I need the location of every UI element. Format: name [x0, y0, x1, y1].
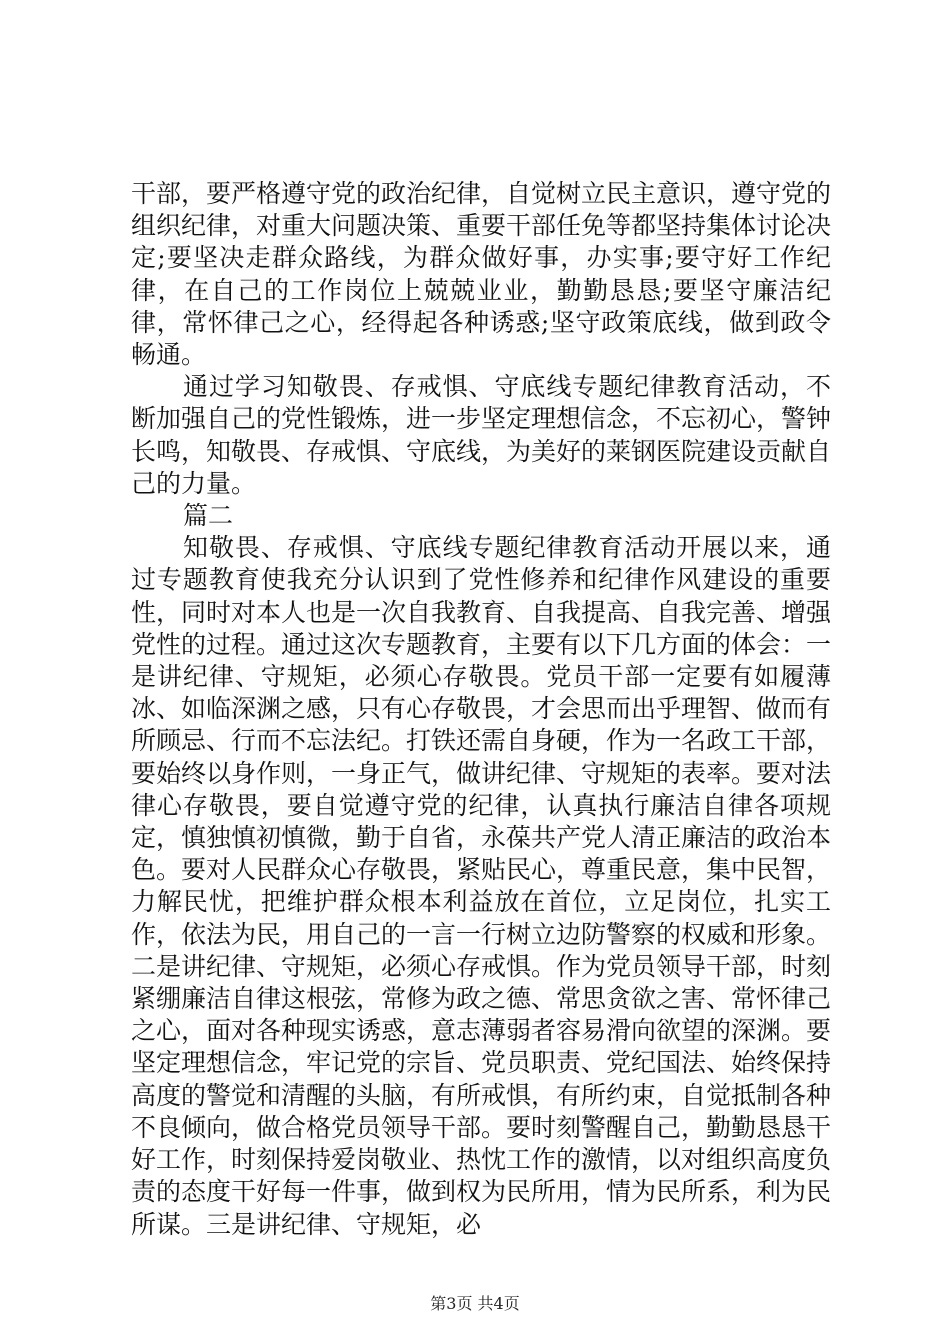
paragraph-section-two: 知敬畏、存戒惧、守底线专题纪律教育活动开展以来，通过专题教育使我充分认识到了党性修养和纪律作风建设的重要性，同时对本人也是一次自我教育、自我提高、自我完善、增强党性的过程。通过这次专题教育，主要有以下几方面的体会：一是讲纪律、守规矩，必须心存敬畏。党员干部一定要有如履薄冰、如临深渊之感，只有心存敬畏，才会思而出乎理智、做而有所顾忌、行而不忘法纪。打铁还需自身硬，作为一名政工干部，要始终以身作则，一身正气，做讲纪律、守规矩的表率。要对法律心存敬畏，要自觉遵守党的纪律，认真执行廉洁自律各项规定，慎独慎初慎微，勤于自省，永葆共产党人清正廉洁的政治本色。要对人民群众心存敬畏，紧贴民心，尊重民意，集中民智，力解民忧，把维护群众根本利益放在首位，立足岗位，扎实工作，依法为民，用自己的一言一行树立边防警察的权威和形象。二是讲纪律、守规矩，必须心存戒惧。作为党员领导干部，时刻紧绷廉洁自律这根弦，常修为政之德、常思贪欲之害、常怀律己之心，面对各种现实诱惑，意志薄弱者容易滑向欲望的深渊。要坚定理想信念，牢记党的宗旨、党员职责、党纪国法、始终保持高度的警觉和清醒的头脑，有所戒惧，有所约束，自觉抵制各种不良倾向，做合格党员领导干部。要时刻警醒自己，勤勤恳恳干好工作，时刻保持爱岗敬业、热忱工作的激情，以对组织高度负责的态度干好每一件事，做到权为民所用，情为民所系，利为民所谋。三是讲纪律、守规矩，必 [131, 533, 832, 1239]
page-footer: 第3页 共4页 [430, 1294, 520, 1313]
paragraph-conclusion: 通过学习知敬畏、存戒惧、守底线专题纪律教育活动，不断加强自己的党性锻炼，进一步坚定理想信念，不忘初心，警钟长鸣，知敬畏、存戒惧、守底线，为美好的莱钢医院建设贡献自己的力量。 [131, 372, 832, 498]
document-body [131, 178, 831, 1241]
paragraph-continuation: 干部，要严格遵守党的政治纪律，自觉树立民主意识，遵守党的组织纪律，对重大问题决策、重要干部任免等都坚持集体讨论决定;要坚决走群众路线，为群众做好事，办实事;要守好工作纪律，在自己的工作岗位上兢兢业业，勤勤恳恳;要坚守廉洁纪律，常怀律己之心，经得起各种诱惑;坚守政策底线，做到政令畅通。 [131, 179, 832, 370]
section-heading: 篇二 [183, 501, 234, 531]
